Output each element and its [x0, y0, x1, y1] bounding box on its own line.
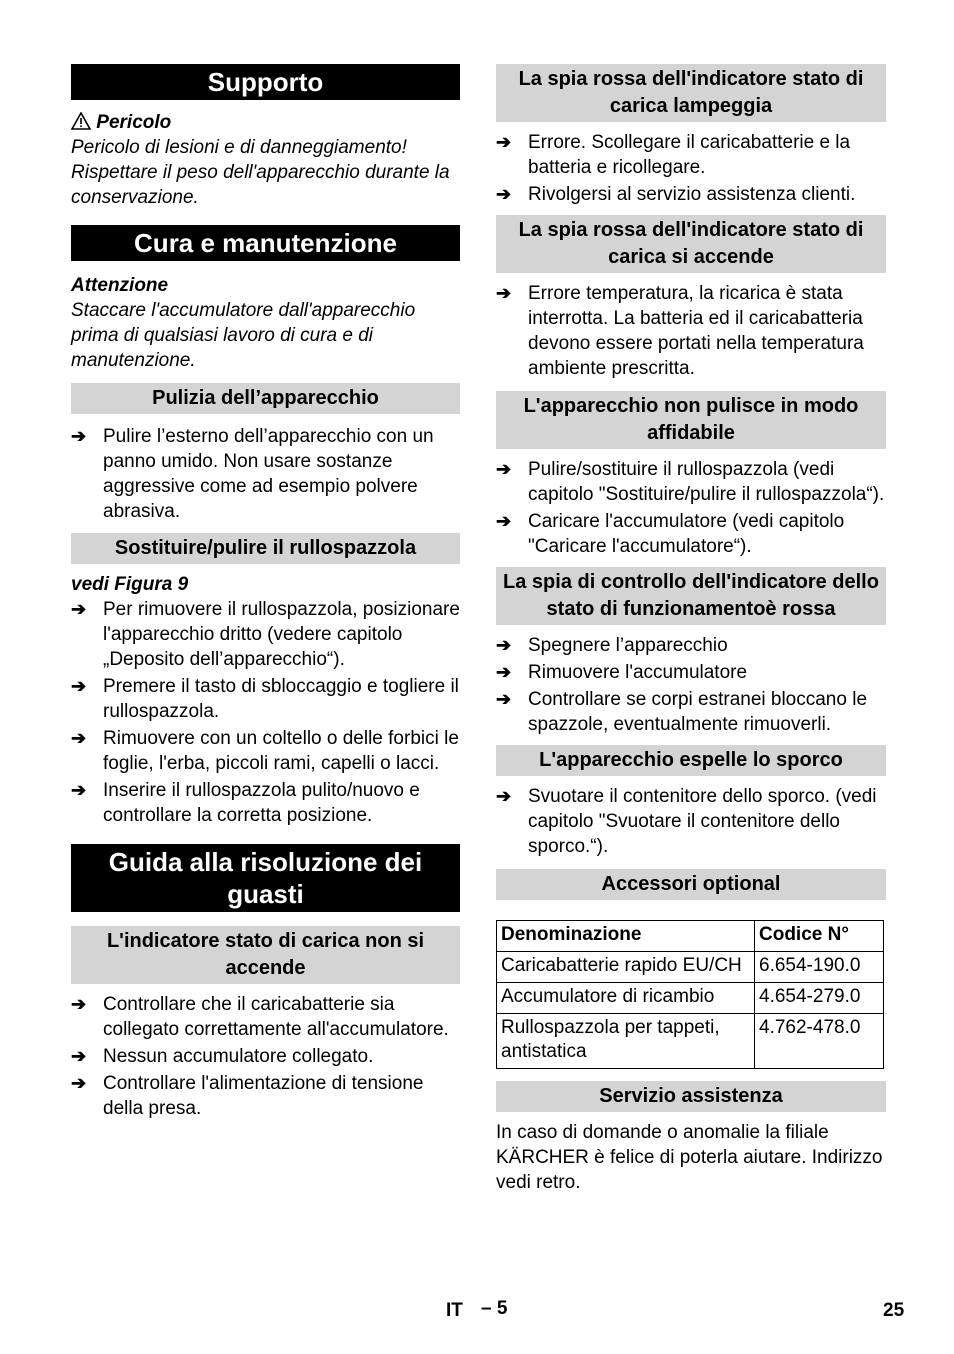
heading-non-pulisce: L'apparecchio non pulisce in modo affidabile	[496, 391, 886, 449]
heading-spia-accende: La spia rossa dell'indicatore stato di carica si accende	[496, 215, 886, 273]
arrow-right-icon: ➔	[496, 184, 512, 204]
list-item	[71, 992, 460, 1042]
heading-spia-lampeggia: La spia rossa dell'indicatore stato di carica lampeggia	[496, 64, 886, 122]
list-item	[71, 1044, 460, 1069]
list-item-text: Pulire l’esterno dell’apparecchio con un panno umido. Non usare sostanze aggressive come ad esempio polvere abrasiva.	[103, 426, 434, 522]
list-item	[496, 687, 886, 737]
list-item-text: Premere il tasto di sbloccaggio e togliere il rullospazzola.	[103, 676, 459, 722]
arrow-right-icon: ➔	[71, 728, 87, 748]
arrow-right-icon: ➔	[71, 994, 87, 1014]
left-column	[71, 64, 460, 1123]
page-number: 25	[883, 1300, 905, 1321]
warning-label-text: Pericolo	[96, 112, 172, 133]
arrow-right-icon: ➔	[496, 459, 512, 479]
table-header-row	[497, 921, 884, 952]
heading-supporto: Supporto	[71, 64, 460, 100]
list-item-text: Controllare che il caricabatterie sia collegato correttamente all'accumulatore.	[103, 994, 449, 1040]
warning-triangle-icon	[71, 112, 91, 130]
list-item-text: Rivolgersi al servizio assistenza clienti.	[528, 184, 856, 205]
list-item-text: Controllare l'alimentazione di tensione della presa.	[103, 1073, 424, 1119]
list-item	[71, 424, 460, 524]
table-cell: Rullospazzola per tappeti, antistatica	[497, 1014, 755, 1069]
arrow-right-icon: ➔	[496, 786, 512, 806]
list-item	[496, 660, 886, 685]
list-item	[71, 674, 460, 724]
table-cell: 6.654-190.0	[755, 952, 884, 983]
heading-servizio-assistenza: Servizio assistenza	[496, 1081, 886, 1112]
heading-pulizia: Pulizia dell’apparecchio	[71, 383, 460, 414]
heading-accessori: Accessori optional	[496, 869, 886, 900]
list-item-text: Errore. Scollegare il caricabatterie e la batteria e ricollegare.	[528, 132, 851, 178]
list-item-text: Per rimuovere il rullospazzola, posizionare l'apparecchio dritto (vedere capitolo „Deposito dell’apparecchio“).	[103, 599, 460, 670]
right-column	[496, 64, 886, 1195]
list-item-text: Rimuovere con un coltello o delle forbici le foglie, l'erba, piccoli rami, capelli o lacci.	[103, 728, 459, 774]
heading-espelle-sporco: L'apparecchio espelle lo sporco	[496, 745, 886, 776]
arrow-right-icon: ➔	[496, 662, 512, 682]
accessories-table	[496, 920, 884, 1069]
arrow-right-icon: ➔	[71, 1046, 87, 1066]
table-header-cell: Codice N°	[755, 921, 884, 952]
table-row	[497, 952, 884, 983]
list-item	[71, 726, 460, 776]
list-item-text: Controllare se corpi estranei bloccano le spazzole, eventualmente rimuoverli.	[528, 689, 868, 735]
list-item-text: Inserire il rullospazzola pulito/nuovo e controllare la corretta posizione.	[103, 780, 420, 826]
list-item-text: Spegnere l’apparecchio	[528, 635, 728, 656]
list-item	[496, 281, 886, 381]
list-item	[71, 1071, 460, 1121]
table-cell: Caricabatterie rapido EU/CH	[497, 952, 755, 983]
arrow-right-icon: ➔	[496, 689, 512, 709]
arrow-right-icon: ➔	[71, 599, 87, 619]
table-header-cell: Denominazione	[497, 921, 755, 952]
table-cell: Accumulatore di ricambio	[497, 983, 755, 1014]
heading-cura-manutenzione: Cura e manutenzione	[71, 225, 460, 261]
arrow-right-icon: ➔	[71, 780, 87, 800]
warning-text: Pericolo di lesioni e di danneggiamento! Rispettare il peso dell'apparecchio durante la conservazione.	[71, 137, 450, 208]
arrow-right-icon: ➔	[71, 676, 87, 696]
list-item	[496, 633, 886, 658]
list-item	[496, 130, 886, 180]
list-item	[71, 778, 460, 828]
heading-guida-risoluzione-guasti: Guida alla risoluzione dei guasti	[71, 844, 460, 912]
list-item	[496, 457, 886, 507]
list-item	[496, 182, 886, 207]
arrow-right-icon: ➔	[71, 1073, 87, 1093]
footer-section-page: – 5	[481, 1298, 508, 1319]
arrow-right-icon: ➔	[496, 132, 512, 152]
list-item-text: Errore temperatura, la ricarica è stata interrotta. La batteria ed il caricabatteria devono essere portati nella temperatura ambiente prescritta.	[528, 283, 864, 379]
attention-text: Staccare l'accumulatore dall'apparecchio prima di qualsiasi lavoro di cura e di manutenzione.	[71, 300, 416, 371]
list-item-text: Rimuovere l'accumulatore	[528, 662, 748, 683]
arrow-right-icon: ➔	[496, 283, 512, 303]
footer-language: IT	[446, 1300, 463, 1321]
list-item	[496, 784, 886, 859]
arrow-right-icon: ➔	[71, 426, 87, 446]
attention-label: Attenzione	[71, 275, 169, 296]
table-row	[497, 1014, 884, 1069]
table-cell: 4.654-279.0	[755, 983, 884, 1014]
table-cell: 4.762-478.0	[755, 1014, 884, 1069]
warning-label	[71, 110, 460, 135]
arrow-right-icon: ➔	[496, 635, 512, 655]
list-item-text: Pulire/sostituire il rullospazzola (vedi capitolo "Sostituire/pulire il rullospazzola“).	[528, 459, 885, 505]
heading-indicatore-non-accende: L'indicatore stato di carica non si accende	[71, 926, 460, 984]
list-item-text: Nessun accumulatore collegato.	[103, 1046, 374, 1067]
list-item	[71, 597, 460, 672]
see-figure-label: vedi Figura 9	[71, 574, 189, 595]
table-row	[497, 983, 884, 1014]
heading-sostituire: Sostituire/pulire il rullospazzola	[71, 533, 460, 564]
list-item	[496, 509, 886, 559]
list-item-text: Caricare l'accumulatore (vedi capitolo "Caricare l'accumulatore“).	[528, 511, 845, 557]
list-item-text: Svuotare il contenitore dello sporco. (vedi capitolo "Svuotare il contenitore dello sporco.“).	[528, 786, 877, 857]
service-text: In caso di domande o anomalie la filiale KÄRCHER è felice di poterla aiutare. Indirizzo vedi retro.	[496, 1122, 883, 1193]
arrow-right-icon: ➔	[496, 511, 512, 531]
heading-spia-rossa: La spia di controllo dell'indicatore dello stato di funzionamentoè rossa	[496, 567, 886, 625]
